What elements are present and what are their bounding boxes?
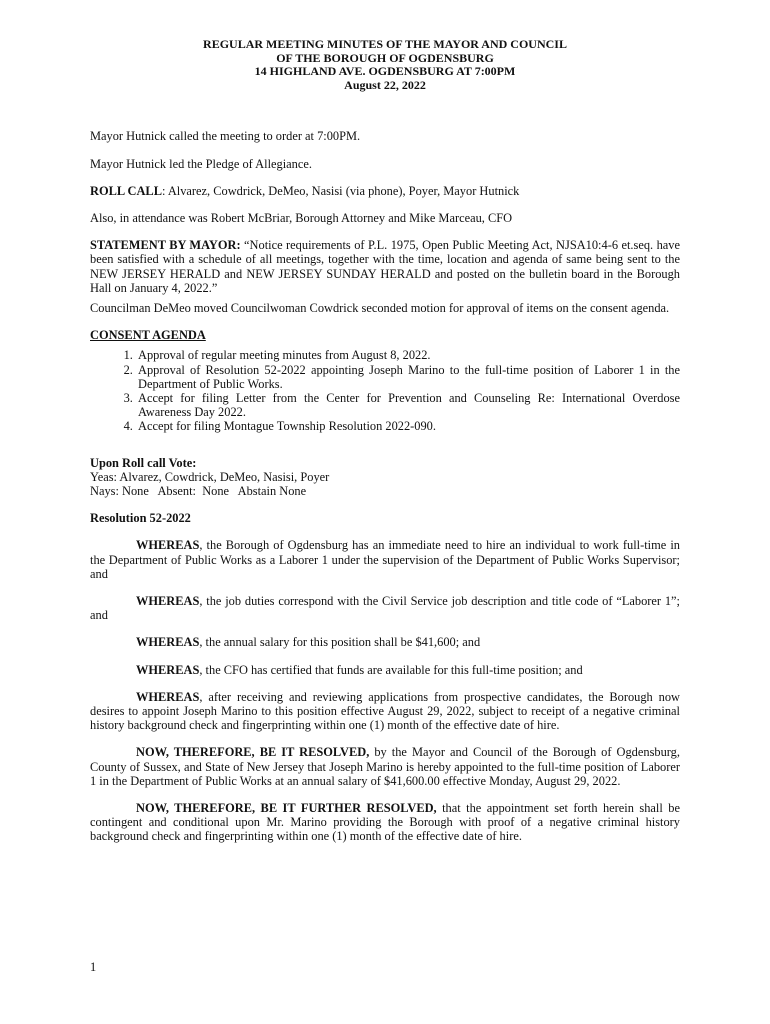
resolution-paragraph — [90, 690, 680, 733]
document-title — [90, 38, 680, 92]
resolution-heading: Resolution 52-2022 — [90, 511, 191, 526]
consent-agenda-heading: CONSENT AGENDA — [90, 328, 206, 343]
title-date: August 22, 2022 — [344, 77, 426, 92]
title-line-1: REGULAR MEETING MINUTES OF THE MAYOR AND COUNCIL — [203, 37, 567, 51]
vote-nays: Nays: None Absent: None Abstain None — [90, 484, 307, 499]
paragraph-text: , the annual salary for this position shall be $41,600; and — [199, 635, 481, 650]
call-to-order: Mayor Hutnick called the meeting to order at 7:00PM. — [90, 129, 361, 144]
list-item: 2. Approval of Resolution 52-2022 appointing Joseph Marino to the full-time position of Laborer 1 in the Department of Public Works. — [136, 363, 680, 391]
paragraph-lead: NOW, THEREFORE, BE IT RESOLVED, — [136, 745, 370, 760]
title-line-3: 14 HIGHLAND AVE. OGDENSBURG AT 7:00PM — [254, 64, 516, 79]
paragraph-lead: WHEREAS — [136, 689, 200, 704]
list-item: 3. Accept for filing Letter from the Center for Prevention and Counseling Re: International Overdose Awareness Day 2022. — [136, 391, 680, 419]
paragraph-text: , the job duties correspond with the Civil Service job description and title code of “Laborer 1”; and — [90, 594, 680, 623]
paragraph-lead: WHEREAS — [136, 662, 200, 677]
roll-call — [90, 184, 680, 198]
paragraph-lead: WHEREAS — [136, 594, 200, 609]
resolution-paragraph — [90, 801, 680, 844]
document-page — [90, 38, 680, 844]
title-line-2: OF THE BOROUGH OF OGDENSBURG — [276, 50, 494, 65]
attendance: Also, in attendance was Robert McBriar, Borough Attorney and Mike Marceau, CFO — [90, 210, 513, 225]
list-item: 4. Accept for filing Montague Township Resolution 2022-090. — [136, 419, 680, 433]
paragraph-lead: WHEREAS — [136, 538, 200, 553]
roll-call-text: : Alvarez, Cowdrick, DeMeo, Nasisi (via phone), Poyer, Mayor Hutnick — [161, 183, 520, 198]
list-item: 1. Approval of regular meeting minutes from August 8, 2022. — [136, 348, 680, 362]
resolution-paragraph — [90, 663, 680, 677]
pledge: Mayor Hutnick led the Pledge of Allegiance. — [90, 156, 312, 171]
resolution-paragraph — [90, 594, 680, 622]
resolution-paragraph — [90, 635, 680, 649]
resolution-paragraph — [90, 745, 680, 788]
mayor-statement — [90, 238, 680, 295]
paragraph-text: , the CFO has certified that funds are available for this full-time position; and — [199, 662, 583, 677]
statement-label: STATEMENT BY MAYOR: — [90, 238, 241, 253]
paragraph-text: by the Mayor and Council of the Borough of Ogdensburg, County of Sussex, and State of New Jersey that Joseph Marino is hereby appointed to the full-time position of Laborer 1 in the Department of Public Works at an annual salary of $41,600.00 effective Monday, August 29, 2022. — [90, 745, 680, 788]
resolution-paragraph — [90, 538, 680, 581]
paragraph-lead: WHEREAS — [136, 635, 200, 650]
vote-heading: Upon Roll call Vote: — [90, 455, 197, 470]
statement-text: “Notice requirements of P.L. 1975, Open Public Meeting Act, NJSA10:4-6 et.seq. have been satisfied with a schedule of all meetings, together with the time, location and agenda of same being sent to the NEW JERSEY HERALD and NEW JERSEY SUNDAY HERALD and posted on the bulletin board in the Borough Hall on January 4, 2022.” — [90, 238, 680, 295]
roll-call-label: ROLL CALL — [90, 183, 162, 198]
consent-motion: Councilman DeMeo moved Councilwoman Cowdrick seconded motion for approval of items on the consent agenda. — [90, 301, 670, 315]
vote-yeas: Yeas: Alvarez, Cowdrick, DeMeo, Nasisi, Poyer — [90, 469, 330, 484]
page-number: 1 — [90, 960, 97, 974]
paragraph-text: that the appointment set forth herein shall be contingent and conditional upon Mr. Marino providing the Borough with proof of a negative criminal history background check and fingerprinting within one (1) month of the effective date of hire. — [90, 801, 680, 844]
paragraph-text: , after receiving and reviewing applications from prospective candidates, the Borough now desires to appoint Joseph Marino to this position effective August 29, 2022, subject to receipt of a negative criminal history background check and fingerprinting within one (1) month of the effective date of hire. — [90, 689, 680, 733]
paragraph-text: , the Borough of Ogdensburg has an immediate need to hire an individual to work full-time in the Department of Public Works as a Laborer 1 under the supervision of the Department of Public Works Supervisor; and — [90, 538, 680, 581]
consent-agenda-list — [90, 348, 680, 433]
paragraph-lead: NOW, THEREFORE, BE IT FURTHER RESOLVED, — [136, 801, 437, 816]
